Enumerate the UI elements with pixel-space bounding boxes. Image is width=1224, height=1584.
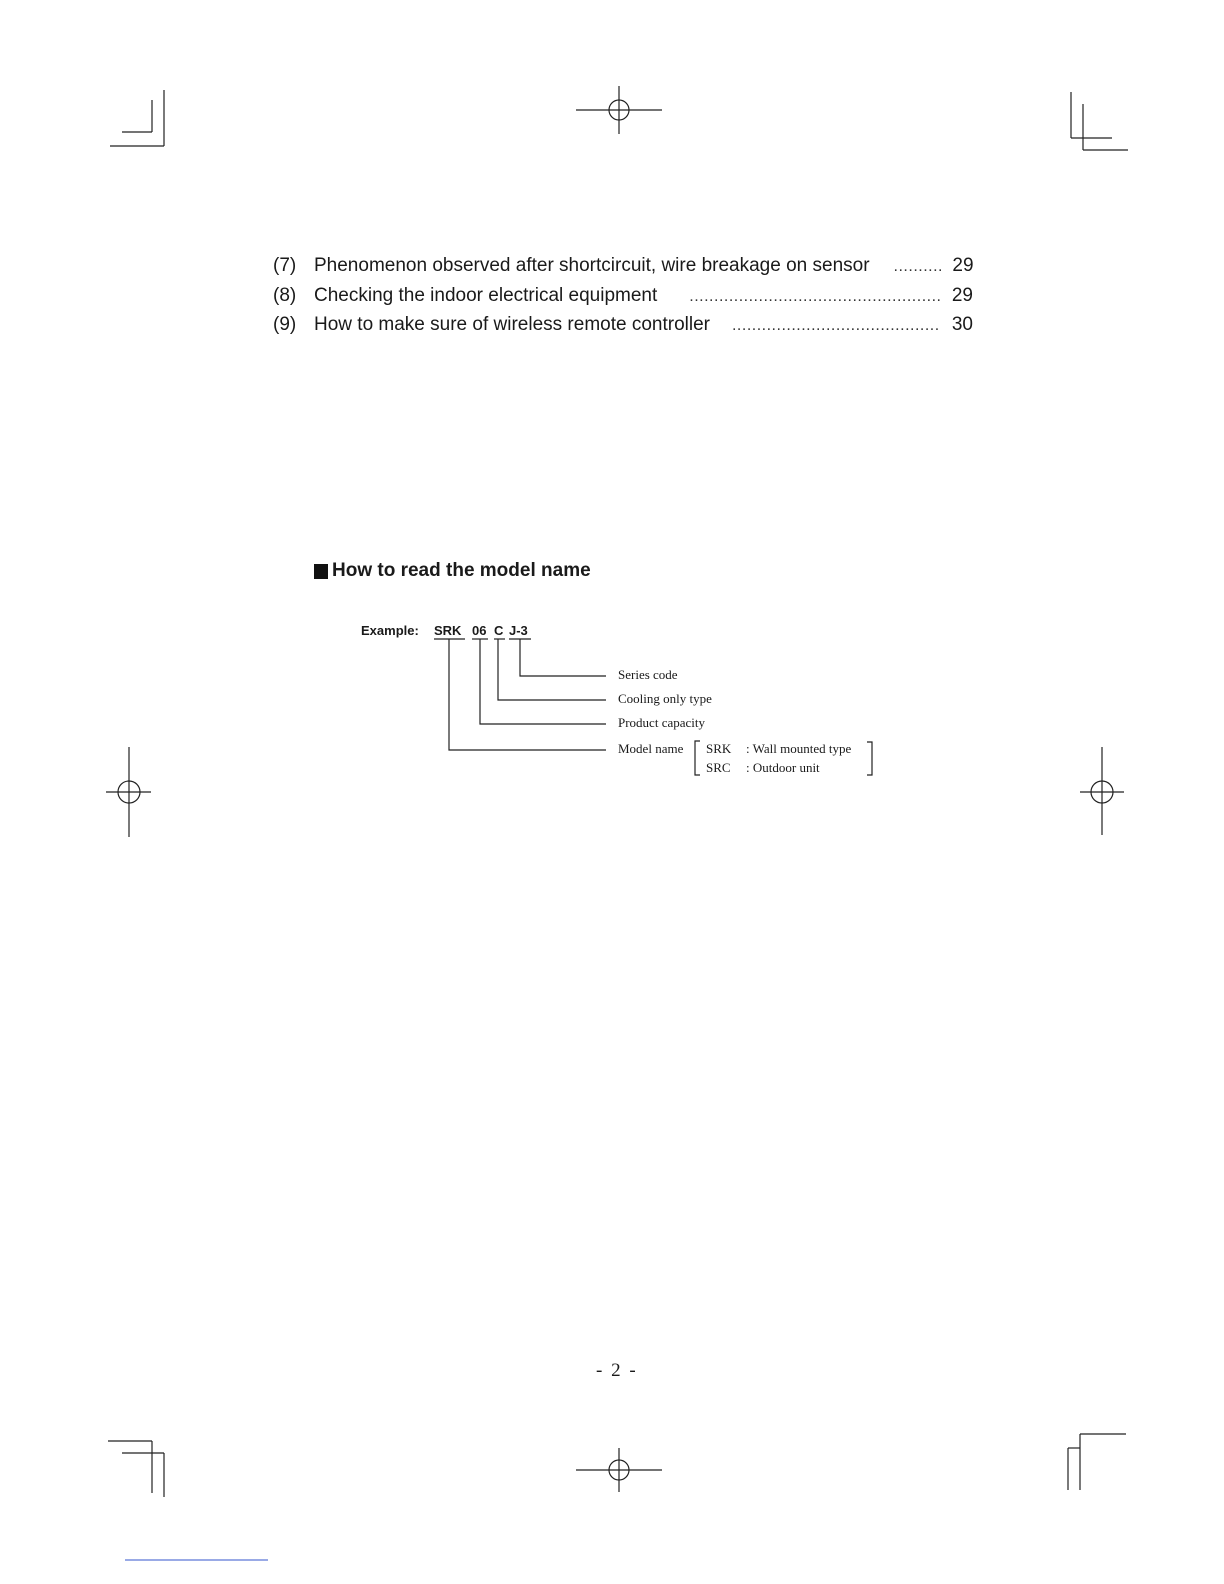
toc-entry-title: How to make sure of wireless remote controller <box>314 314 710 335</box>
leader-capacity <box>480 639 606 724</box>
toc-entry-page: 29 <box>952 255 974 276</box>
option-description: : Wall mounted type <box>746 741 852 756</box>
toc-entry-title: Checking the indoor electrical equipment <box>314 284 658 306</box>
model-part-capacity: 06 <box>472 623 487 638</box>
option-code: SRC <box>706 760 731 775</box>
toc-entry-page: 30 <box>951 314 973 335</box>
label-product-capacity: Product capacity <box>618 715 705 730</box>
model-part-series: SRK <box>434 623 462 638</box>
toc-entry-title: Phenomenon observed after shortcircuit, wire breakage on sensor <box>314 255 870 276</box>
option-description: : Outdoor unit <box>746 760 820 775</box>
toc-entry-number: (7) <box>273 255 297 276</box>
toc-entry-page: 29 <box>951 284 973 306</box>
left-bracket <box>695 741 700 775</box>
model-part-type: C <box>494 623 504 638</box>
page-number: - 2 - <box>596 1360 638 1381</box>
label-model-name: Model name <box>618 741 684 756</box>
leader-cooling-type <box>498 639 606 700</box>
toc-entry-number: (9) <box>273 314 297 335</box>
leader-model-name <box>449 639 606 750</box>
model-part-code: J-3 <box>509 623 528 638</box>
example-label: Example: <box>361 623 419 638</box>
label-series-code: Series code <box>618 667 678 682</box>
section-heading-text: How to read the model name <box>332 560 591 581</box>
option-code: SRK <box>706 741 732 756</box>
leader-series-code <box>520 639 606 676</box>
toc-entry-number: (8) <box>273 284 297 306</box>
label-cooling-only: Cooling only type <box>618 691 712 706</box>
right-bracket <box>867 742 872 775</box>
